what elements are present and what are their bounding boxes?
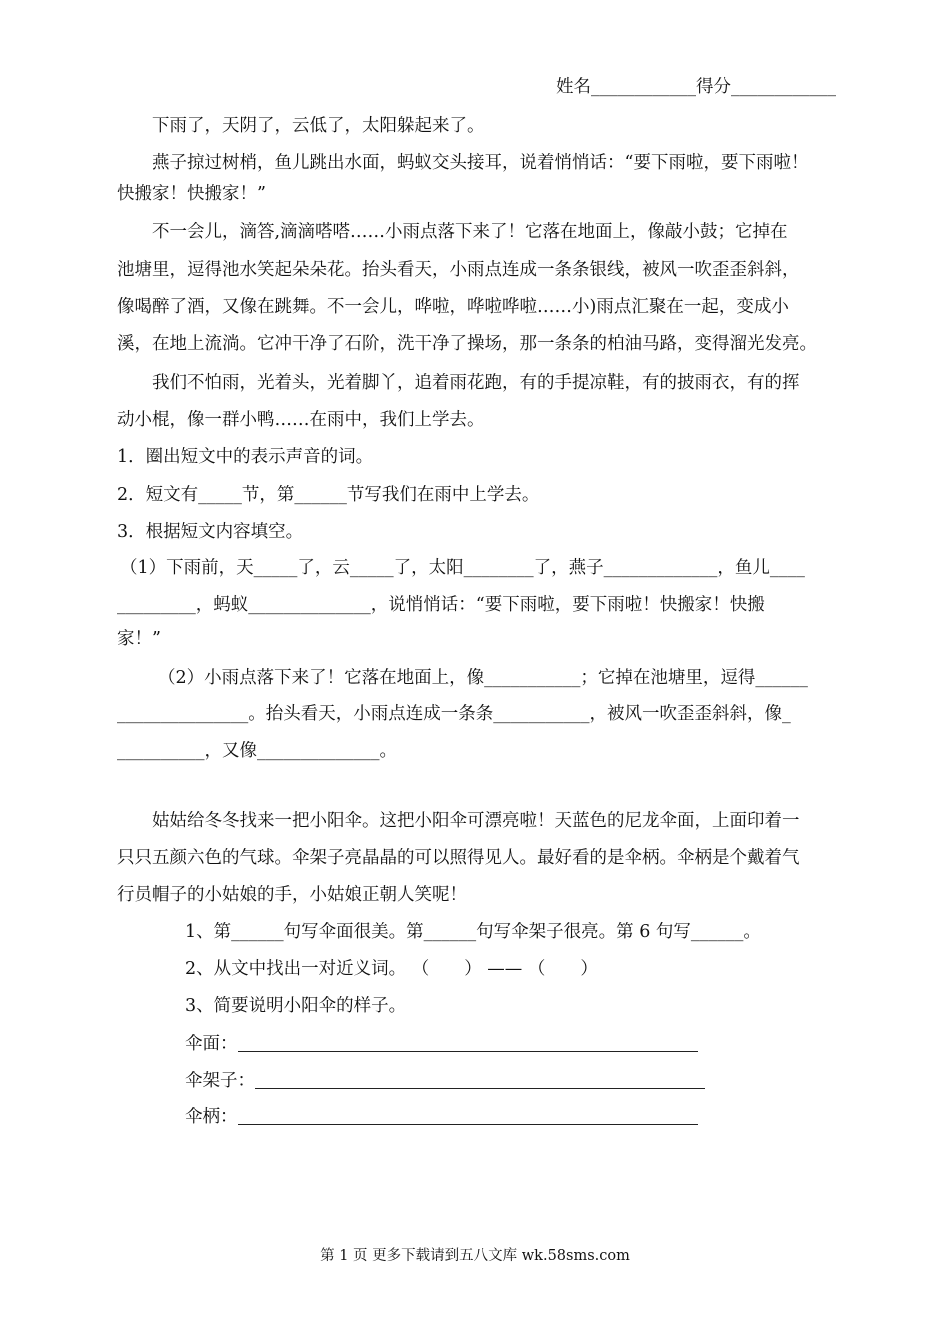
p1-question-3-2-line-3: __________，又像______________。 — [117, 741, 397, 761]
answer-row-umbrella-frame — [185, 1070, 705, 1092]
p2-paragraph-line-3: 行员帽子的小姑娘的手，小姑娘正朝人笑呢！ — [117, 885, 467, 905]
answer-label-umbrella-frame: 伞架子： — [185, 1071, 255, 1091]
answer-line-umbrella-handle[interactable] — [238, 1108, 698, 1125]
p1-paragraph-4-line-2: 动小棍，像一群小鸭……在雨中，我们上学去。 — [117, 410, 485, 430]
p1-paragraph-2-line-2: 快搬家！快搬家！” — [117, 184, 266, 204]
answer-row-umbrella-handle — [185, 1106, 698, 1128]
p1-paragraph-3-line-4: 溪，在地上流淌。它冲干净了石阶，洗干净了操场，那一条条的柏油马路，变得溜光发亮。 — [117, 334, 817, 354]
answer-label-umbrella-cover: 伞面： — [185, 1034, 238, 1054]
p1-question-2: 2．短文有_____节，第______节写我们在雨中上学去。 — [117, 485, 540, 505]
answer-label-umbrella-handle: 伞柄： — [185, 1107, 238, 1127]
p2-question-1: 1、第______句写伞面很美。第______句写伞架子很亮。第 6 句写______。 — [185, 922, 761, 942]
p1-question-3-2-line-1: （2）小雨点落下来了！它落在地面上，像___________；它掉在池塘里，逗得______ — [158, 668, 808, 688]
answer-row-umbrella-cover — [185, 1033, 698, 1055]
answer-line-umbrella-cover[interactable] — [238, 1035, 698, 1052]
p1-paragraph-3-line-2: 池塘里，逗得池水笑起朵朵花。抬头看天，小雨点连成一条条银线，被风一吹歪歪斜斜， — [117, 260, 800, 280]
p1-paragraph-3-line-3: 像喝醉了酒，又像在跳舞。不一会儿，哗啦，哗啦哗啦……小)雨点汇聚在一起，变成小 — [117, 297, 789, 317]
p2-paragraph-line-1: 姑姑给冬冬找来一把小阳伞。这把小阳伞可漂亮啦！天蓝色的尼龙伞面，上面印着一 — [152, 811, 800, 831]
p1-question-3-1-line-3: 家！” — [117, 629, 161, 649]
answer-line-umbrella-frame[interactable] — [255, 1072, 705, 1089]
p2-question-2: 2、从文中找出一对近义词。 （ ） —— （ ） — [185, 959, 598, 979]
p1-paragraph-1: 下雨了，天阴了，云低了，太阳躲起来了。 — [152, 116, 485, 136]
p2-question-3: 3、简要说明小阳伞的样子。 — [185, 996, 407, 1016]
p1-question-1: 1．圈出短文中的表示声音的词。 — [117, 447, 374, 467]
p1-paragraph-3-line-1: 不一会儿，滴答,滴滴嗒嗒……小雨点落下来了！它落在地面上，像敲小鼓；它掉在 — [152, 222, 788, 242]
p1-question-3-1-line-1: （1）下雨前，天_____了，云_____了，太阳________了，燕子_____________，鱼儿____ — [120, 558, 805, 578]
p1-paragraph-4-line-1: 我们不怕雨，光着头，光着脚丫，追着雨花跑，有的手提凉鞋，有的披雨衣，有的挥 — [152, 373, 800, 393]
p1-question-3-2-line-2: _______________。抬头看天，小雨点连成一条条___________，被风一吹歪歪斜斜，像_ — [117, 704, 791, 724]
p1-question-3: 3．根据短文内容填空。 — [117, 522, 304, 542]
page-footer: 第 1 页 更多下载请到五八文库 wk.58sms.com — [320, 1248, 630, 1264]
p1-paragraph-2-line-1: 燕子掠过树梢，鱼儿跳出水面，蚂蚁交头接耳，说着悄悄话：“要下雨啦，要下雨啦！ — [152, 153, 809, 173]
p2-paragraph-line-2: 只只五颜六色的气球。伞架子亮晶晶的可以照得见人。最好看的是伞柄。伞柄是个戴着气 — [117, 848, 800, 868]
name-score-header: 姓名____________得分____________ — [556, 77, 836, 97]
p1-question-3-1-line-2: _________，蚂蚁______________，说悄悄话：“要下雨啦，要下雨啦！快搬家！快搬 — [117, 595, 765, 615]
